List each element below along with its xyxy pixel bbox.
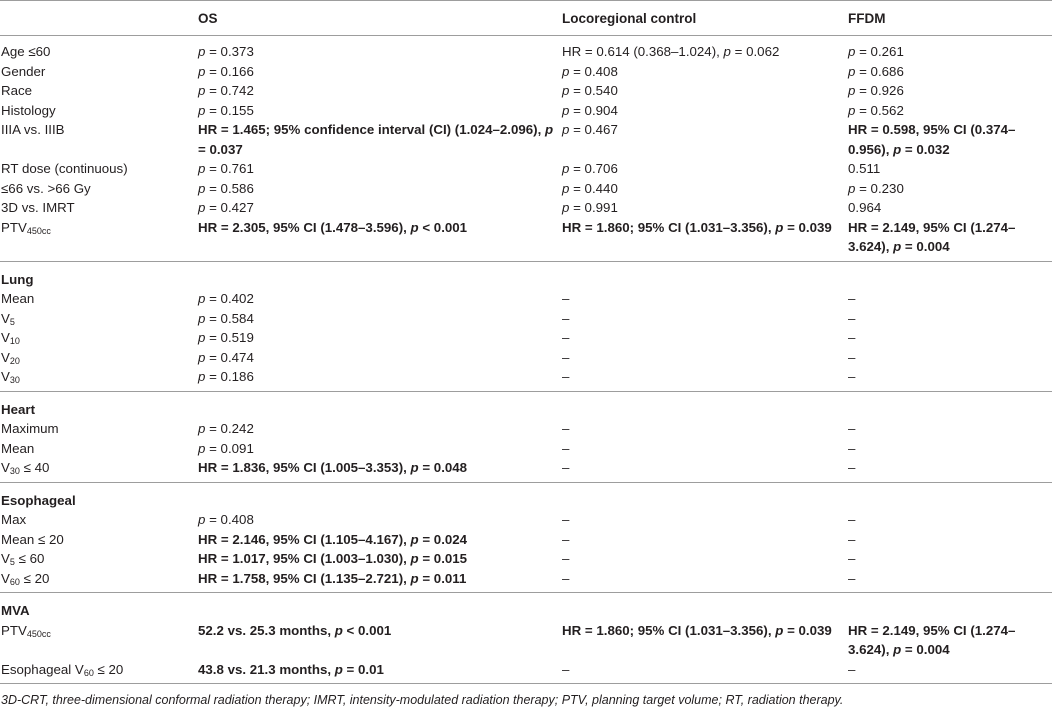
row-label bbox=[0, 367, 196, 391]
section-title: Esophageal bbox=[0, 482, 1052, 510]
row-label bbox=[0, 439, 196, 459]
cell-locoregional-control: p = 0.904 bbox=[562, 102, 618, 118]
cell-os: p = 0.427 bbox=[198, 200, 254, 215]
row-label-subscript: 30 bbox=[9, 466, 20, 476]
row-label bbox=[0, 36, 196, 62]
cell-ffdm: p = 0.686 bbox=[848, 63, 904, 79]
cell-locoregional-control: – bbox=[562, 291, 570, 306]
row-label-text: Max bbox=[1, 512, 27, 527]
cell-ffdm: HR = 0.598, 95% CI (0.374–0.956), p = 0.032 bbox=[848, 122, 1016, 157]
cell-ffdm: 0.964 bbox=[848, 200, 882, 215]
cell-os: HR = 2.305, 95% CI (1.478–3.596), p < 0.001 bbox=[198, 219, 468, 235]
cell-os: p = 0.519 bbox=[198, 330, 254, 345]
table-row bbox=[0, 36, 1052, 62]
cell-ffdm: – bbox=[848, 512, 856, 527]
cell-os: p = 0.242 bbox=[198, 421, 254, 436]
row-label bbox=[0, 120, 196, 159]
row-label bbox=[0, 569, 196, 593]
row-label-text: Race bbox=[1, 83, 33, 98]
row-label bbox=[0, 81, 196, 101]
cell-os: p = 0.474 bbox=[198, 349, 254, 365]
section-header bbox=[0, 482, 1052, 510]
table-row bbox=[0, 179, 1052, 199]
row-label bbox=[0, 660, 196, 684]
row-label-subscript: 5 bbox=[9, 316, 15, 327]
cell-locoregional-control: HR = 0.614 (0.368–1.024), p = 0.062 bbox=[562, 44, 780, 59]
table-row bbox=[0, 458, 1052, 482]
table-row bbox=[0, 328, 1052, 348]
row-label bbox=[0, 159, 196, 179]
row-label-subscript: 10 bbox=[9, 336, 20, 346]
row-label bbox=[0, 198, 196, 218]
row-label bbox=[0, 348, 196, 368]
table-row bbox=[0, 101, 1052, 121]
cell-os: 52.2 vs. 25.3 months, p < 0.001 bbox=[198, 622, 392, 638]
row-label-text: V bbox=[1, 330, 10, 345]
cell-ffdm: – bbox=[848, 349, 856, 365]
cell-os: p = 0.186 bbox=[198, 369, 254, 384]
header-locoregional-control: Locoregional control bbox=[560, 1, 846, 36]
cell-locoregional-control: – bbox=[562, 440, 570, 456]
row-label-text: PTV bbox=[1, 219, 27, 235]
cell-ffdm: – bbox=[848, 291, 856, 306]
table-row bbox=[0, 549, 1052, 569]
table-row bbox=[0, 348, 1052, 368]
row-label-text: ≤66 vs. >66 Gy bbox=[1, 180, 91, 196]
table-row bbox=[0, 419, 1052, 439]
section-header bbox=[0, 593, 1052, 621]
cell-ffdm: – bbox=[848, 440, 856, 456]
cell-ffdm: 0.511 bbox=[848, 161, 881, 176]
cell-ffdm: – bbox=[848, 570, 856, 586]
cell-locoregional-control: – bbox=[562, 349, 570, 365]
row-label-text: Histology bbox=[1, 102, 56, 118]
cell-ffdm: – bbox=[848, 310, 856, 326]
table-row bbox=[0, 621, 1052, 660]
cell-os: HR = 1.017, 95% CI (1.003–1.030), p = 0.015 bbox=[198, 551, 468, 566]
cell-ffdm: – bbox=[848, 551, 856, 566]
row-label-text: Gender bbox=[1, 63, 46, 79]
table-row bbox=[0, 198, 1052, 218]
row-label-text: V bbox=[1, 349, 10, 365]
cell-locoregional-control: HR = 1.860; 95% CI (1.031–3.356), p = 0.039 bbox=[562, 219, 832, 235]
table-row bbox=[0, 81, 1052, 101]
row-label-suffix: ≤ 60 bbox=[14, 551, 45, 566]
cell-ffdm: p = 0.230 bbox=[848, 180, 904, 196]
cell-os: 43.8 vs. 21.3 months, p = 0.01 bbox=[198, 661, 384, 677]
cell-ffdm: HR = 2.149, 95% CI (1.274–3.624), p = 0.004 bbox=[848, 622, 1016, 657]
cell-locoregional-control: – bbox=[562, 310, 570, 326]
cell-os: p = 0.742 bbox=[198, 83, 254, 98]
table-row bbox=[0, 660, 1052, 684]
section-title: Heart bbox=[0, 391, 1052, 419]
cell-locoregional-control: – bbox=[562, 512, 570, 527]
table-footnote: 3D-CRT, three-dimensional conformal radiation therapy; IMRT, intensity-modulated radiation therapy; PTV, planning target volume; RT, radiation therapy. bbox=[0, 683, 1052, 708]
row-label-suffix: ≤ 40 bbox=[19, 460, 50, 475]
row-label bbox=[0, 179, 196, 199]
row-label bbox=[0, 530, 196, 550]
cell-locoregional-control: – bbox=[562, 531, 570, 547]
row-label bbox=[0, 289, 196, 309]
row-label-text: Mean bbox=[1, 440, 35, 456]
cell-locoregional-control: HR = 1.860; 95% CI (1.031–3.356), p = 0.039 bbox=[562, 622, 832, 638]
cell-locoregional-control: – bbox=[562, 551, 570, 566]
section-title: Lung bbox=[0, 261, 1052, 289]
row-label-text: V bbox=[1, 551, 10, 566]
cell-locoregional-control: p = 0.706 bbox=[562, 161, 618, 176]
section-header bbox=[0, 261, 1052, 289]
table-header bbox=[0, 1, 1052, 36]
cell-os: HR = 1.758, 95% CI (1.135–2.721), p = 0.011 bbox=[198, 570, 467, 586]
cell-os: HR = 2.146, 95% CI (1.105–4.167), p = 0.024 bbox=[198, 531, 468, 547]
header-ffdm: FFDM bbox=[846, 1, 1052, 36]
cell-ffdm: – bbox=[848, 661, 856, 677]
row-label bbox=[0, 101, 196, 121]
table-row bbox=[0, 289, 1052, 309]
cell-os: p = 0.586 bbox=[198, 180, 254, 196]
cell-os: p = 0.402 bbox=[198, 291, 254, 306]
row-label-subscript: 60 bbox=[9, 576, 20, 587]
row-label-text: V bbox=[1, 460, 10, 475]
table-row bbox=[0, 530, 1052, 550]
cell-locoregional-control: p = 0.991 bbox=[562, 200, 618, 215]
row-label bbox=[0, 328, 196, 348]
row-label bbox=[0, 549, 196, 569]
cell-os: p = 0.166 bbox=[198, 63, 254, 79]
row-label bbox=[0, 218, 196, 262]
row-label-subscript: 5 bbox=[9, 557, 15, 567]
table-row bbox=[0, 569, 1052, 593]
cell-ffdm: – bbox=[848, 330, 856, 345]
cell-locoregional-control: – bbox=[562, 570, 570, 586]
cell-locoregional-control: – bbox=[562, 369, 570, 384]
table-row bbox=[0, 62, 1052, 82]
row-label-subscript: 450cc bbox=[26, 628, 51, 639]
row-label-suffix: ≤ 20 bbox=[19, 570, 50, 586]
cell-os: p = 0.091 bbox=[198, 440, 254, 456]
row-label-text: V bbox=[1, 570, 10, 586]
cell-ffdm: – bbox=[848, 460, 856, 475]
row-label-subscript: 60 bbox=[83, 667, 94, 678]
cell-locoregional-control: p = 0.467 bbox=[562, 122, 618, 137]
row-label-text: Mean bbox=[1, 291, 35, 306]
row-label-text: 3D vs. IMRT bbox=[1, 200, 75, 215]
row-label-text: IIIA vs. IIIB bbox=[1, 122, 65, 137]
cell-ffdm: – bbox=[848, 531, 856, 547]
row-label bbox=[0, 458, 196, 482]
table-row bbox=[0, 159, 1052, 179]
table-row bbox=[0, 218, 1052, 262]
row-label-text: V bbox=[1, 310, 10, 326]
cell-os: p = 0.584 bbox=[198, 310, 254, 326]
cell-ffdm: p = 0.926 bbox=[848, 83, 904, 98]
row-label-text: Age ≤60 bbox=[1, 44, 51, 59]
table-row bbox=[0, 367, 1052, 391]
table-body bbox=[0, 36, 1052, 684]
row-label-text: Mean ≤ 20 bbox=[1, 531, 64, 547]
row-label-subscript: 450cc bbox=[26, 225, 51, 236]
cell-os: p = 0.155 bbox=[198, 102, 254, 118]
cell-ffdm: p = 0.261 bbox=[848, 44, 904, 59]
cell-ffdm: HR = 2.149, 95% CI (1.274–3.624), p = 0.004 bbox=[848, 219, 1016, 254]
cell-locoregional-control: p = 0.408 bbox=[562, 63, 618, 79]
section-title: MVA bbox=[0, 593, 1052, 621]
row-label bbox=[0, 62, 196, 82]
row-label-text: Maximum bbox=[1, 421, 59, 436]
cell-locoregional-control: – bbox=[562, 661, 570, 677]
header-label bbox=[0, 1, 196, 36]
cell-os: HR = 1.836, 95% CI (1.005–3.353), p = 0.048 bbox=[198, 460, 468, 475]
table-row bbox=[0, 309, 1052, 329]
cell-os: p = 0.373 bbox=[198, 44, 254, 59]
row-label-text: V bbox=[1, 369, 10, 384]
header-os: OS bbox=[196, 1, 560, 36]
row-label bbox=[0, 510, 196, 530]
row-label bbox=[0, 621, 196, 660]
table-row bbox=[0, 439, 1052, 459]
cell-locoregional-control: – bbox=[562, 330, 570, 345]
cell-locoregional-control: p = 0.540 bbox=[562, 83, 618, 98]
cell-os: p = 0.408 bbox=[198, 512, 254, 527]
section-header bbox=[0, 391, 1052, 419]
row-label bbox=[0, 419, 196, 439]
row-label-suffix: ≤ 20 bbox=[93, 661, 124, 677]
row-label-text: RT dose (continuous) bbox=[1, 161, 128, 176]
cell-os: HR = 1.465; 95% confidence interval (CI) (1.024–2.096), p = 0.037 bbox=[198, 122, 554, 157]
cell-os: p = 0.761 bbox=[198, 161, 254, 176]
cell-locoregional-control: – bbox=[562, 460, 570, 475]
cell-locoregional-control: – bbox=[562, 421, 570, 436]
cell-ffdm: p = 0.562 bbox=[848, 102, 904, 118]
row-label-subscript: 30 bbox=[9, 375, 20, 385]
row-label-subscript: 20 bbox=[9, 355, 20, 366]
table-row bbox=[0, 510, 1052, 530]
cell-ffdm: – bbox=[848, 421, 856, 436]
cell-ffdm: – bbox=[848, 369, 856, 384]
cell-locoregional-control: p = 0.440 bbox=[562, 180, 618, 196]
table-row bbox=[0, 120, 1052, 159]
row-label bbox=[0, 309, 196, 329]
row-label-text: Esophageal V bbox=[1, 661, 84, 677]
row-label-text: PTV bbox=[1, 622, 27, 638]
